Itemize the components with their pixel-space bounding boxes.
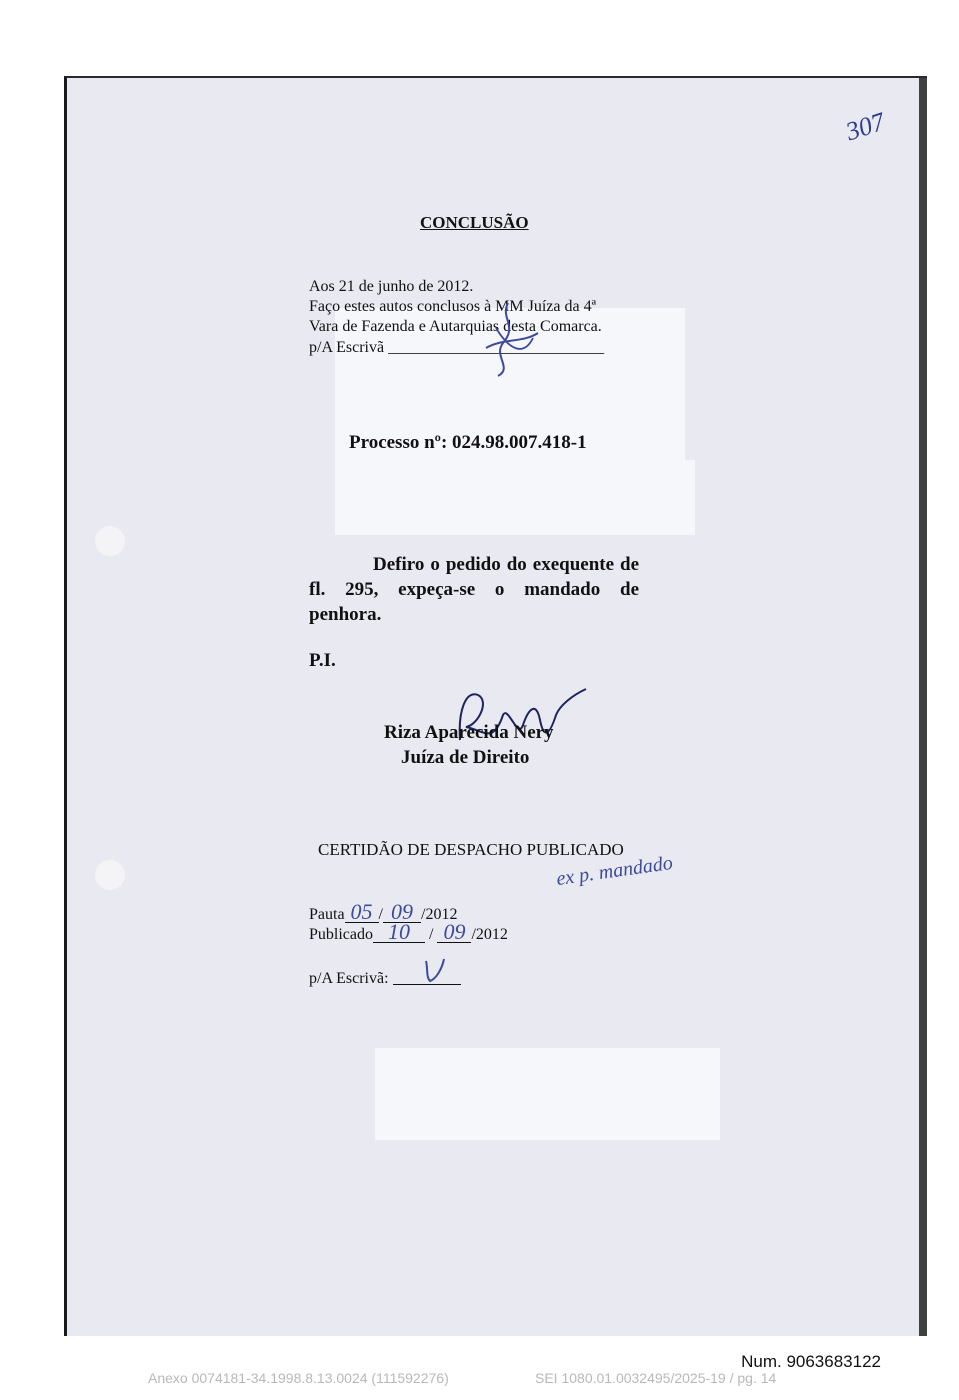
pauta-day: 05 (345, 902, 379, 923)
certidao-title: CERTIDÃO DE DESPACHO PUBLICADO (318, 840, 624, 859)
decision-text: Defiro o pedido do exequente de fl. 295, expeça-se o mandado de penhora. (309, 554, 639, 625)
conclusao-line: p/A Escrivã ___________________________ (309, 339, 605, 356)
conclusao-line: Aos 21 de junho de 2012. (309, 278, 474, 295)
judge-signature (448, 685, 588, 755)
punch-hole (95, 860, 125, 890)
publicado-line (309, 919, 508, 945)
page-number-mark: 307 (842, 106, 889, 147)
blank-patch (335, 460, 695, 535)
conclusao-line: Faço estes autos conclusos à MM Juíza da 4ª (309, 298, 597, 315)
handwritten-note: ex p. mandado (554, 851, 675, 891)
pauta-year: /2012 (421, 906, 458, 923)
publicado-month: 09 (437, 922, 471, 943)
scan-edge (919, 78, 927, 1336)
conclusao-title: CONCLUSÃO (420, 213, 529, 232)
processo-number: Processo nº: 024.98.007.418-1 (349, 432, 587, 453)
scribe-initials (478, 298, 548, 378)
pauta-month: 09 (383, 902, 421, 923)
publication-note: P.I. (309, 650, 336, 671)
judge-name: Riza Aparecida Nery (384, 722, 554, 743)
escriva-label: p/A Escrivã: (309, 970, 389, 987)
date-separator: / (378, 906, 383, 923)
sei-reference: SEI 1080.01.0032495/2025-19 / pg. 14 (535, 1370, 777, 1386)
conclusao-line: Vara de Fazenda e Autarquias desta Comarca. (309, 318, 602, 335)
pauta-label: Pauta (309, 906, 345, 923)
publicado-day: 10 (373, 922, 425, 943)
scribe-initials (420, 955, 450, 985)
blank-patch (375, 1048, 720, 1140)
document-number: Num. 9063683122 (741, 1352, 881, 1371)
date-separator: / (425, 926, 438, 943)
annex-reference: Anexo 0074181-34.1998.8.13.0024 (111592276) (148, 1370, 449, 1386)
publicado-label: Publicado (309, 926, 373, 943)
publicado-year: /2012 (471, 926, 508, 943)
judge-role: Juíza de Direito (401, 747, 530, 768)
punch-hole (95, 526, 125, 556)
